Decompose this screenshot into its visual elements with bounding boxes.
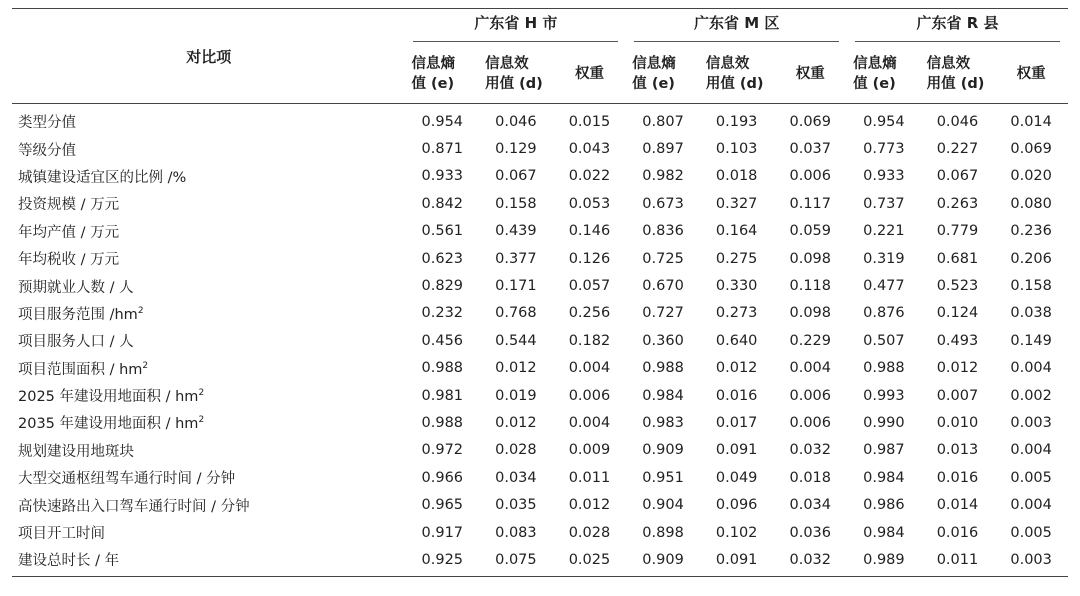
row-label-text: 2035 年建设用地面积 / hm [18, 416, 199, 433]
comparison-table [12, 8, 1068, 577]
row-label [12, 409, 405, 436]
row-label-text: 等级分值 [18, 142, 76, 159]
value-cell: 0.004 [568, 414, 611, 431]
value-cell: 0.829 [421, 278, 464, 295]
value-cell: 0.012 [568, 497, 611, 514]
value-cell: 0.227 [936, 141, 979, 158]
value-cell: 0.966 [421, 469, 464, 486]
value-cell: 0.158 [1010, 278, 1052, 295]
value-cell: 0.897 [642, 141, 684, 158]
value-cell: 0.007 [936, 387, 979, 404]
table-row [12, 409, 1068, 436]
table-row [12, 437, 1068, 464]
table-row [12, 355, 1068, 382]
unit-superscript: 2 [198, 415, 205, 426]
row-label [12, 355, 405, 382]
value-cell: 0.876 [863, 305, 905, 322]
table-row [12, 464, 1068, 491]
value-cell: 0.158 [495, 195, 537, 212]
sub-column-header-line: 用值 (d) [926, 76, 985, 92]
value-cell: 0.149 [1010, 332, 1052, 349]
value-cell: 0.988 [642, 360, 684, 377]
value-cell: 0.670 [642, 278, 684, 295]
value-cell: 0.004 [1010, 497, 1052, 514]
value-cell: 0.049 [715, 469, 758, 486]
value-cell: 0.067 [495, 168, 537, 185]
value-cell: 0.640 [715, 332, 758, 349]
value-cell: 0.954 [421, 113, 464, 130]
item-column-header: 对比项 [12, 9, 405, 104]
value-cell: 0.018 [715, 168, 758, 185]
row-label-text: 预期就业人数 / 人 [18, 279, 134, 296]
table-row [12, 546, 1068, 576]
sub-column-header-line: 信息熵 [411, 56, 455, 72]
value-cell: 0.987 [863, 442, 905, 459]
value-cell: 0.319 [863, 250, 905, 267]
value-cell: 0.069 [1010, 141, 1052, 158]
value-cell: 0.989 [847, 546, 921, 576]
value-cell: 0.022 [568, 168, 611, 185]
row-label [12, 190, 405, 217]
row-label-text: 项目服务人口 / 人 [18, 334, 134, 351]
value-cell: 0.909 [626, 546, 700, 576]
value-cell: 0.013 [936, 442, 979, 459]
value-cell: 0.917 [421, 524, 464, 541]
value-cell: 0.091 [700, 546, 774, 576]
row-label [12, 245, 405, 272]
value-cell: 0.036 [789, 524, 832, 541]
value-cell: 0.909 [642, 442, 684, 459]
value-cell: 0.004 [789, 360, 832, 377]
value-cell: 0.981 [421, 387, 464, 404]
row-label-text: 年均税收 / 万元 [18, 252, 120, 269]
unit-superscript: 2 [142, 360, 149, 371]
value-cell: 0.360 [642, 332, 684, 349]
value-cell: 0.043 [568, 141, 611, 158]
value-cell: 0.016 [936, 524, 979, 541]
sub-column-header [626, 45, 700, 104]
value-cell: 0.377 [495, 250, 537, 267]
sub-column-header-line: 值 (e) [632, 76, 675, 92]
sub-column-header [773, 45, 847, 104]
group-header-label: 广东省 M 区 [634, 12, 839, 42]
value-cell: 0.925 [405, 546, 479, 576]
table-body [12, 104, 1068, 577]
value-cell: 0.273 [715, 305, 758, 322]
value-cell: 0.005 [1010, 524, 1052, 541]
value-cell: 0.779 [936, 223, 979, 240]
value-cell: 0.034 [789, 497, 832, 514]
value-cell: 0.256 [568, 305, 611, 322]
value-cell: 0.091 [715, 442, 758, 459]
value-cell: 0.075 [479, 546, 553, 576]
value-cell: 0.990 [863, 414, 905, 431]
table-row [12, 104, 1068, 136]
value-cell: 0.493 [936, 332, 979, 349]
sub-column-header-line: 信息熵 [853, 56, 897, 72]
value-cell: 0.477 [863, 278, 905, 295]
row-label-text: 建设总时长 / 年 [18, 553, 120, 570]
value-cell: 0.002 [1010, 387, 1052, 404]
value-cell: 0.010 [936, 414, 979, 431]
group-header-label: 广东省 R 县 [855, 12, 1060, 42]
value-cell: 0.012 [495, 360, 537, 377]
value-cell: 0.898 [642, 524, 684, 541]
value-cell: 0.003 [994, 546, 1068, 576]
group-header-r-county [847, 9, 1068, 46]
value-cell: 0.439 [495, 223, 537, 240]
value-cell: 0.006 [789, 387, 832, 404]
table-row [12, 163, 1068, 190]
value-cell: 0.019 [495, 387, 537, 404]
value-cell: 0.009 [568, 442, 611, 459]
sub-column-header [405, 45, 479, 104]
value-cell: 0.012 [715, 360, 758, 377]
value-cell: 0.011 [568, 469, 611, 486]
value-cell: 0.327 [715, 195, 758, 212]
row-label [12, 437, 405, 464]
value-cell: 0.984 [863, 469, 905, 486]
value-cell: 0.067 [936, 168, 979, 185]
sub-column-header [921, 45, 995, 104]
sub-column-header-line: 值 (e) [411, 76, 455, 92]
table-row [12, 135, 1068, 162]
unit-superscript: 2 [137, 305, 144, 316]
value-cell: 0.330 [715, 278, 758, 295]
value-cell: 0.038 [1010, 305, 1052, 322]
value-cell: 0.053 [568, 195, 611, 212]
value-cell: 0.206 [1010, 250, 1052, 267]
value-cell: 0.984 [642, 387, 684, 404]
value-cell: 0.988 [421, 414, 464, 431]
value-cell: 0.037 [789, 141, 832, 158]
value-cell: 0.004 [1010, 442, 1052, 459]
value-cell: 0.005 [1010, 469, 1052, 486]
value-cell: 0.059 [789, 223, 832, 240]
value-cell: 0.182 [568, 332, 611, 349]
value-cell: 0.986 [863, 497, 905, 514]
value-cell: 0.069 [789, 113, 832, 130]
value-cell: 0.020 [1010, 168, 1052, 185]
row-label [12, 218, 405, 245]
sub-column-header [479, 45, 553, 104]
group-header-h-city [405, 9, 626, 46]
value-cell: 0.083 [495, 524, 537, 541]
value-cell: 0.017 [715, 414, 758, 431]
sub-column-header [847, 45, 921, 104]
value-cell: 0.096 [715, 497, 758, 514]
value-cell: 0.681 [936, 250, 979, 267]
value-cell: 0.011 [921, 546, 995, 576]
group-header-label: 广东省 H 市 [413, 12, 618, 42]
value-cell: 0.004 [1010, 360, 1052, 377]
value-cell: 0.025 [553, 546, 627, 576]
value-cell: 0.016 [936, 469, 979, 486]
table-row [12, 519, 1068, 546]
sub-column-header-line: 用值 (d) [705, 76, 764, 92]
row-label-text: 规划建设用地斑块 [18, 443, 134, 460]
row-label [12, 464, 405, 491]
value-cell: 0.951 [642, 469, 684, 486]
value-cell: 0.006 [789, 168, 832, 185]
value-cell: 0.673 [642, 195, 684, 212]
value-cell: 0.988 [863, 360, 905, 377]
sub-column-header-line: 信息效 [705, 56, 750, 72]
sub-column-header-line: 信息效 [926, 56, 971, 72]
table-row [12, 382, 1068, 409]
sub-column-header-line: 权重 [1016, 66, 1046, 82]
table-row [12, 245, 1068, 272]
value-cell: 0.012 [495, 414, 537, 431]
value-cell: 0.102 [715, 524, 758, 541]
row-label [12, 104, 405, 136]
value-cell: 0.871 [421, 141, 464, 158]
row-label [12, 519, 405, 546]
value-cell: 0.146 [568, 223, 611, 240]
row-label-text: 城镇建设适宜区的比例 /% [18, 169, 187, 186]
unit-superscript: 2 [198, 388, 205, 399]
value-cell: 0.032 [789, 442, 832, 459]
value-cell: 0.725 [642, 250, 684, 267]
value-cell: 0.807 [642, 113, 684, 130]
value-cell: 0.014 [1010, 113, 1052, 130]
value-cell: 0.954 [863, 113, 905, 130]
value-cell: 0.057 [568, 278, 611, 295]
row-label [12, 135, 405, 162]
value-cell: 0.035 [495, 497, 537, 514]
value-cell: 0.988 [421, 360, 464, 377]
value-cell: 0.012 [936, 360, 979, 377]
value-cell: 0.129 [495, 141, 537, 158]
value-cell: 0.727 [642, 305, 684, 322]
value-cell: 0.456 [421, 332, 464, 349]
row-label [12, 272, 405, 299]
value-cell: 0.972 [421, 442, 464, 459]
value-cell: 0.836 [642, 223, 684, 240]
table-row [12, 190, 1068, 217]
value-cell: 0.118 [789, 278, 832, 295]
value-cell: 0.737 [863, 195, 905, 212]
sub-column-header [553, 45, 627, 104]
value-cell: 0.098 [789, 250, 832, 267]
table-row [12, 327, 1068, 354]
sub-column-header [994, 45, 1068, 104]
sub-column-header-line: 用值 (d) [485, 76, 543, 92]
value-cell: 0.124 [936, 305, 979, 322]
value-cell: 0.032 [773, 546, 847, 576]
table-row [12, 300, 1068, 327]
row-label-text: 项目开工时间 [18, 526, 105, 543]
group-header-m-district [626, 9, 847, 46]
value-cell: 0.016 [715, 387, 758, 404]
value-cell: 0.523 [936, 278, 979, 295]
value-cell: 0.117 [789, 195, 832, 212]
sub-column-header [700, 45, 774, 104]
sub-column-header-line: 信息效 [485, 56, 529, 72]
value-cell: 0.768 [495, 305, 537, 322]
value-cell: 0.164 [715, 223, 758, 240]
value-cell: 0.098 [789, 305, 832, 322]
row-label [12, 327, 405, 354]
value-cell: 0.236 [1010, 223, 1052, 240]
row-label-text: 投资规模 / 万元 [18, 197, 120, 214]
row-label-text: 高快速路出入口驾车通行时间 / 分钟 [18, 498, 250, 515]
value-cell: 0.965 [421, 497, 464, 514]
value-cell: 0.006 [789, 414, 832, 431]
value-cell: 0.904 [642, 497, 684, 514]
sub-column-header-line: 权重 [795, 66, 825, 82]
row-label [12, 163, 405, 190]
row-label [12, 491, 405, 518]
value-cell: 0.623 [421, 250, 464, 267]
value-cell: 0.046 [495, 113, 537, 130]
value-cell: 0.507 [863, 332, 905, 349]
table-row [12, 491, 1068, 518]
value-cell: 0.103 [715, 141, 758, 158]
value-cell: 0.028 [568, 524, 611, 541]
value-cell: 0.006 [568, 387, 611, 404]
value-cell: 0.028 [495, 442, 537, 459]
value-cell: 0.275 [715, 250, 758, 267]
value-cell: 0.933 [863, 168, 905, 185]
value-cell: 0.046 [936, 113, 979, 130]
sub-column-header-line: 信息熵 [632, 56, 676, 72]
table-row [12, 218, 1068, 245]
value-cell: 0.126 [568, 250, 611, 267]
row-label-text: 大型交通枢纽驾车通行时间 / 分钟 [18, 471, 236, 488]
value-cell: 0.014 [936, 497, 979, 514]
value-cell: 0.018 [789, 469, 832, 486]
row-label-text: 2025 年建设用地面积 / hm [18, 389, 199, 406]
value-cell: 0.003 [1010, 414, 1052, 431]
value-cell: 0.933 [421, 168, 464, 185]
table-header [12, 9, 1068, 104]
value-cell: 0.171 [495, 278, 537, 295]
value-cell: 0.229 [789, 332, 832, 349]
value-cell: 0.263 [936, 195, 979, 212]
row-label-text: 项目范围面积 / hm [18, 361, 143, 378]
value-cell: 0.773 [863, 141, 905, 158]
value-cell: 0.983 [642, 414, 684, 431]
value-cell: 0.193 [715, 113, 758, 130]
value-cell: 0.984 [863, 524, 905, 541]
row-label [12, 382, 405, 409]
row-label-text: 类型分值 [18, 115, 76, 132]
value-cell: 0.842 [421, 195, 464, 212]
value-cell: 0.982 [642, 168, 684, 185]
value-cell: 0.080 [1010, 195, 1052, 212]
table-row [12, 272, 1068, 299]
sub-column-header-line: 权重 [574, 66, 604, 82]
value-cell: 0.993 [863, 387, 905, 404]
value-cell: 0.544 [495, 332, 537, 349]
value-cell: 0.034 [495, 469, 537, 486]
row-label [12, 546, 405, 576]
value-cell: 0.221 [863, 223, 905, 240]
value-cell: 0.561 [421, 223, 464, 240]
row-label [12, 300, 405, 327]
value-cell: 0.015 [568, 113, 611, 130]
value-cell: 0.232 [421, 305, 464, 322]
row-label-text: 年均产值 / 万元 [18, 224, 120, 241]
sub-column-header-line: 值 (e) [853, 76, 896, 92]
row-label-text: 项目服务范围 /hm [18, 306, 138, 323]
value-cell: 0.004 [568, 360, 611, 377]
